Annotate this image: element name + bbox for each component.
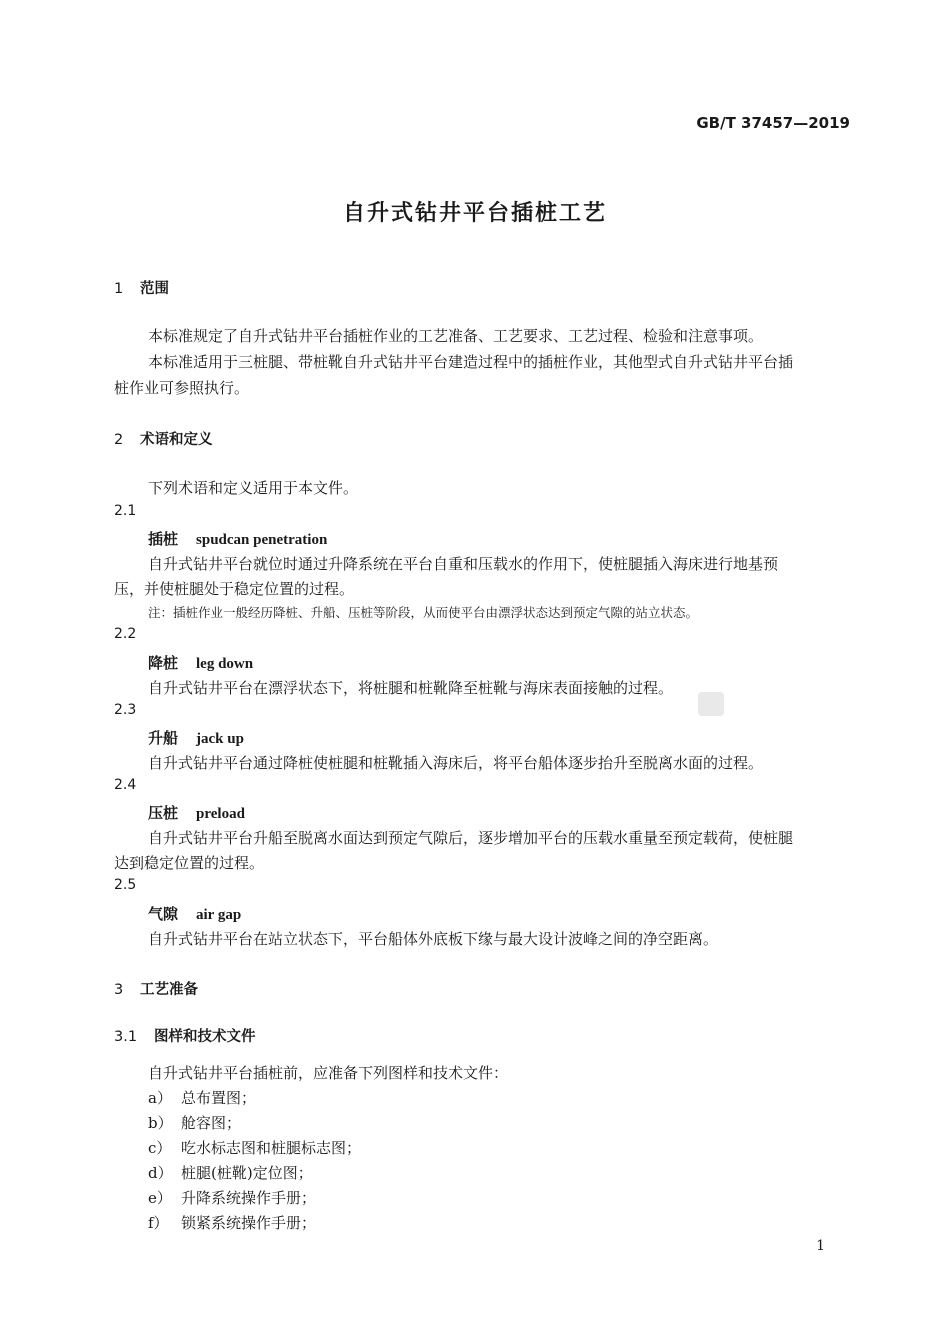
term-entry (148, 528, 327, 549)
term-en: preload (196, 806, 245, 822)
section-3-heading (114, 978, 198, 999)
term-note: 注：插桩作业一般经历降桩、升船、压桩等阶段，从而使平台由漂浮状态达到预定气隙的站立状态。 (148, 605, 699, 620)
term-number: 2.5 (114, 877, 137, 893)
list-item (148, 1162, 313, 1183)
subsection-number: 3.1 (114, 1029, 138, 1045)
list-text: 桩腿(桩靴)定位图； (181, 1164, 313, 1182)
subsection-3-1-heading (114, 1025, 256, 1046)
term-definition: 自升式钻井平台在漂浮状态下，将桩腿和桩靴降至桩靴与海床表面接触的过程。 (148, 679, 674, 697)
list-marker: d） (148, 1164, 173, 1182)
paragraph: 下列术语和定义适用于本文件。 (148, 479, 359, 497)
list-text: 总布置图； (181, 1089, 257, 1107)
section-title: 范围 (140, 281, 169, 297)
list-item (148, 1212, 316, 1233)
list-item (148, 1187, 316, 1208)
document-title: 自升式钻井平台插桩工艺 (342, 201, 607, 226)
term-definition: 自升式钻井平台通过降桩使桩腿和桩靴插入海床后，将平台船体逐步抬升至脱离水面的过程。 (148, 754, 764, 772)
term-en: spudcan penetration (196, 532, 328, 548)
list-marker: b） (148, 1114, 173, 1132)
term-zh: 压桩 (148, 804, 179, 822)
section-title: 工艺准备 (140, 982, 198, 998)
term-en: jack up (196, 731, 244, 747)
section-title: 术语和定义 (140, 432, 213, 448)
term-zh: 降桩 (148, 654, 179, 672)
list-marker: f） (148, 1214, 169, 1232)
term-zh: 插桩 (148, 530, 179, 548)
subsection-title: 图样和技术文件 (154, 1029, 256, 1045)
term-definition: 自升式钻井平台升船至脱离水面达到预定气隙后，逐步增加平台的压载水重量至预定载荷，使桩腿 (148, 829, 794, 847)
term-number: 2.3 (114, 702, 137, 718)
list-marker: c） (148, 1139, 172, 1157)
term-definition-continuation: 压，并使桩腿处于稳定位置的过程。 (114, 580, 355, 598)
term-definition: 自升式钻井平台就位时通过升降系统在平台自重和压载水的作用下，使桩腿插入海床进行地基预 (148, 555, 779, 573)
term-zh: 气隙 (148, 905, 179, 923)
term-number: 2.1 (114, 503, 137, 519)
term-entry (148, 903, 241, 924)
paragraph: 本标准规定了自升式钻井平台插桩作业的工艺准备、工艺要求、工艺过程、检验和注意事项。 (148, 327, 764, 345)
page-number: 1 (816, 1238, 825, 1254)
list-item (148, 1087, 256, 1108)
paragraph: 自升式钻井平台插桩前，应准备下列图样和技术文件： (148, 1064, 509, 1082)
term-en: air gap (196, 907, 242, 923)
section-2-heading (114, 428, 213, 449)
standard-number: GB/T 37457—2019 (696, 114, 850, 132)
term-entry (148, 802, 245, 823)
paragraph-continuation: 桩作业可参照执行。 (114, 379, 250, 397)
list-text: 升降系统操作手册； (181, 1189, 317, 1207)
section-1-heading (114, 277, 169, 298)
term-number: 2.4 (114, 777, 137, 793)
term-zh: 升船 (148, 729, 179, 747)
term-definition-continuation: 达到稳定位置的过程。 (114, 854, 265, 872)
list-text: 锁紧系统操作手册； (181, 1214, 317, 1232)
term-en: leg down (196, 656, 254, 672)
term-definition: 自升式钻井平台在站立状态下，平台船体外底板下缘与最大设计波峰之间的净空距离。 (148, 930, 719, 948)
term-entry (148, 727, 244, 748)
list-text: 吃水标志图和桩腿标志图； (181, 1139, 362, 1157)
term-entry (148, 652, 253, 673)
section-number: 2 (114, 432, 124, 448)
list-text: 舱容图； (181, 1114, 242, 1132)
section-number: 1 (114, 281, 124, 297)
term-number: 2.2 (114, 626, 137, 642)
list-item (148, 1112, 241, 1133)
section-number: 3 (114, 982, 124, 998)
list-marker: a） (148, 1089, 172, 1107)
list-item (148, 1137, 361, 1158)
scan-artifact (698, 692, 724, 716)
list-marker: e） (148, 1189, 172, 1207)
paragraph: 本标准适用于三桩腿、带桩靴自升式钻井平台建造过程中的插桩作业，其他型式自升式钻井平台插 (148, 353, 794, 371)
